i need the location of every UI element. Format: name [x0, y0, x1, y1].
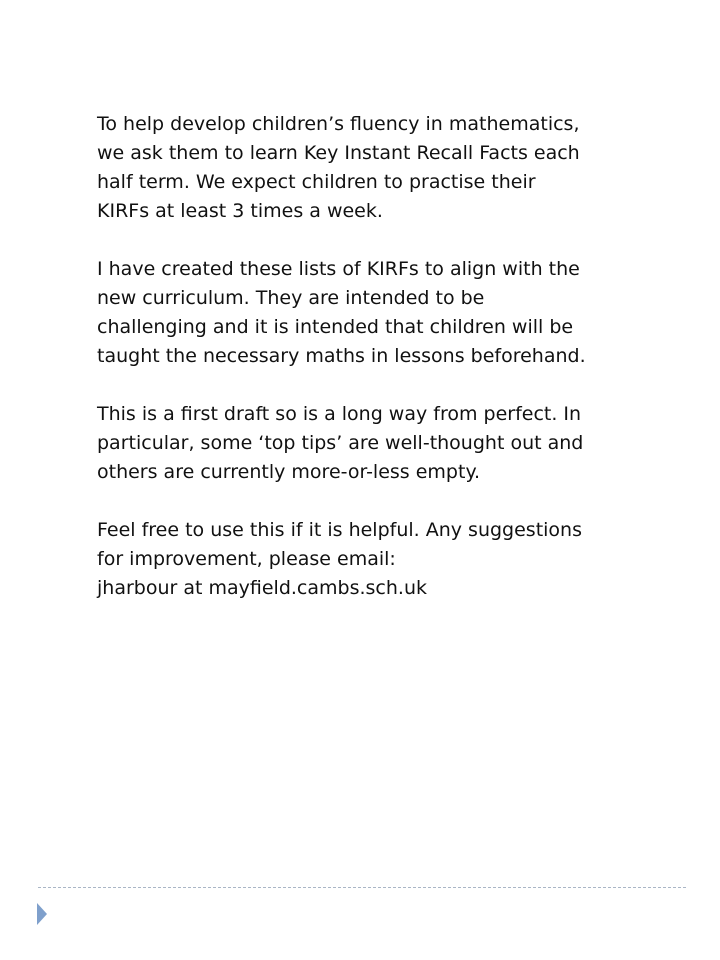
- paragraph-contact: [97, 516, 697, 603]
- text-line: taught the necessary maths in lessons beforehand.: [97, 345, 586, 367]
- text-line: Feel free to use this if it is helpful. Any suggestions: [97, 519, 583, 541]
- footer-divider: [38, 887, 686, 888]
- paragraph-curriculum: [97, 255, 697, 371]
- text-line: I have created these lists of KIRFs to align with the: [97, 258, 580, 280]
- text-line: To help develop children’s fluency in mathematics,: [97, 113, 580, 135]
- text-line: we ask them to learn Key Instant Recall Facts each: [97, 142, 580, 164]
- text-line: half term. We expect children to practise their: [97, 171, 536, 193]
- triangle-right-icon: [37, 903, 47, 925]
- body-text: [97, 110, 697, 632]
- text-line: This is a first draft so is a long way from perfect. In: [97, 403, 582, 425]
- paragraph-intro: [97, 110, 697, 226]
- text-line: KIRFs at least 3 times a week.: [97, 200, 383, 222]
- contact-email: jharbour at mayfield.cambs.sch.uk: [97, 577, 427, 599]
- text-line: challenging and it is intended that children will be: [97, 316, 574, 338]
- text-line: particular, some ‘top tips’ are well-thought out and: [97, 432, 584, 454]
- paragraph-draft: [97, 400, 697, 487]
- text-line: new curriculum. They are intended to be: [97, 287, 485, 309]
- text-line: for improvement, please email:: [97, 548, 396, 570]
- text-line: others are currently more-or-less empty.: [97, 461, 481, 483]
